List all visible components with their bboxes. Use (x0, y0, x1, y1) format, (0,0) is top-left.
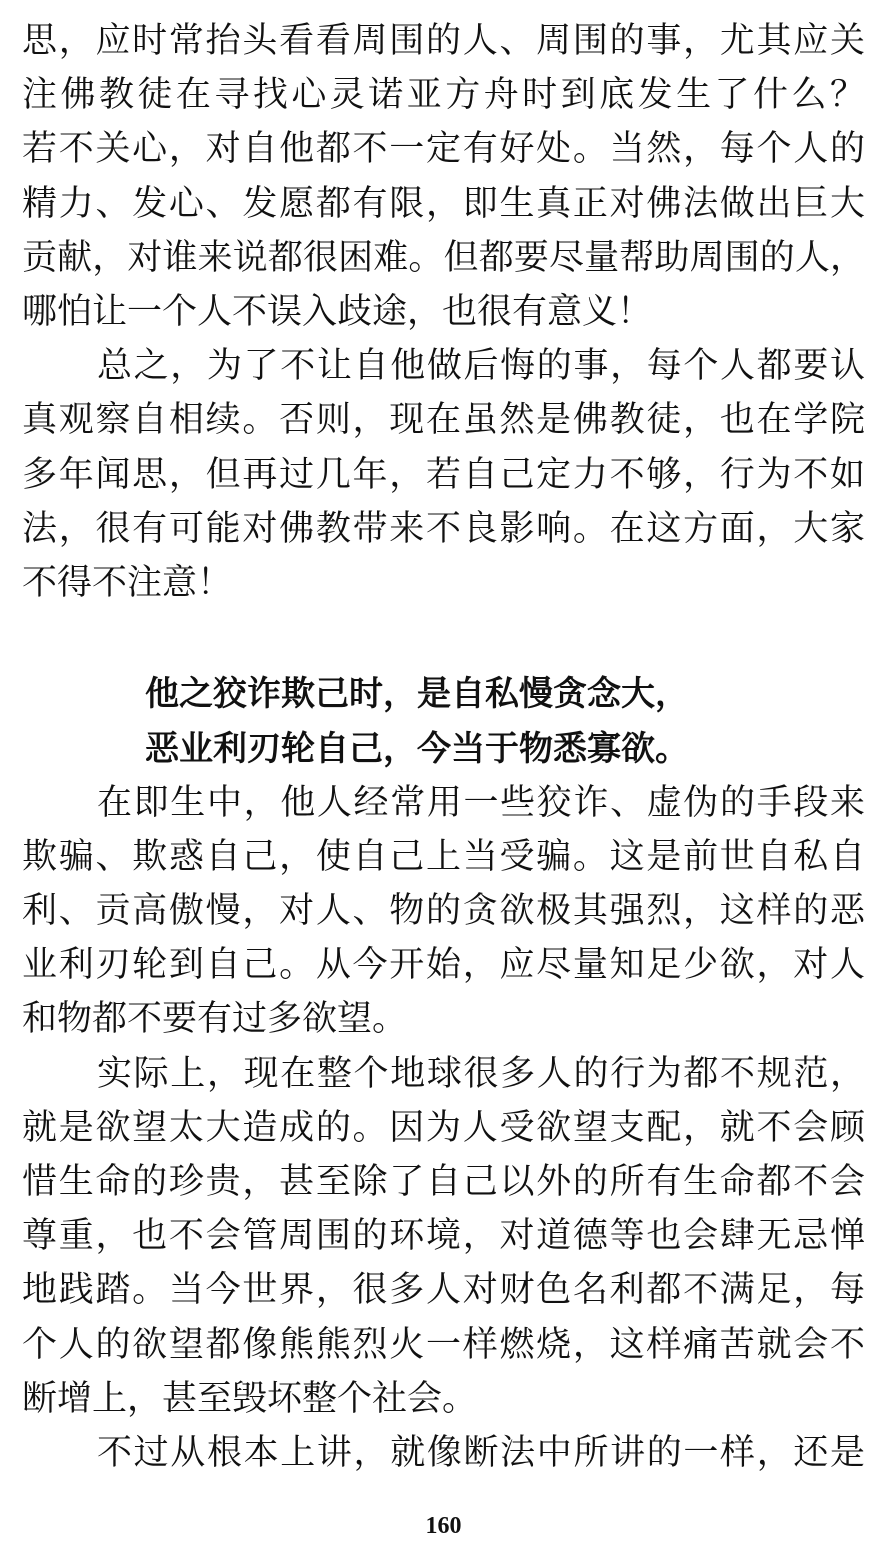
page-number: 160 (425, 1513, 462, 1539)
paragraph-1-line-4: 精力、发心、发愿都有限，即生真正对佛法做出巨大 (22, 184, 865, 224)
paragraph-1-line-6: 哪怕让一个人不误入歧途，也很有意义！ (22, 292, 653, 332)
paragraph-4-line-3: 惜生命的珍贵，甚至除了自己以外的所有生命都不会 (22, 1162, 865, 1202)
verse-heading-line-1 (0, 667, 887, 721)
verse-heading-text-1: 他之狡诈欺己时，是自私慢贪念大， (145, 674, 689, 714)
paragraph-1-line-1: 思，应时常抬头看看周围的人、周围的事，尤其应关 (22, 21, 865, 61)
paragraph-3-line-2: 欺骗、欺惑自己，使自己上当受骗。这是前世自私自 (22, 837, 865, 877)
paragraph-3-line-4: 业利刃轮到自己。从今开始，应尽量知足少欲，对人 (22, 945, 865, 985)
paragraph-4-line-1: 实际上，现在整个地球很多人的行为都不规范， (97, 1054, 865, 1094)
paragraph-3-line-3: 利、贡高傲慢，对人、物的贪欲极其强烈，这样的恶 (22, 891, 865, 931)
paragraph-2-line-2: 真观察自相续。否则，现在虽然是佛教徒，也在学院 (22, 400, 865, 440)
paragraph-4-line-5: 地践踏。当今世界，很多人对财色名利都不满足，每 (22, 1270, 865, 1310)
paragraph-4-line-6: 个人的欲望都像熊熊烈火一样燃烧，这样痛苦就会不 (22, 1325, 865, 1365)
paragraph-2-line-1: 总之，为了不让自他做后悔的事，每个人都要认 (97, 346, 865, 386)
verse-heading-text-2: 恶业利刃轮自己，今当于物悉寡欲。 (145, 729, 689, 769)
paragraph-4-line-2: 就是欲望太大造成的。因为人受欲望支配，就不会顾 (22, 1108, 865, 1148)
paragraph-2-line-3: 多年闻思，但再过几年，若自己定力不够，行为不如 (22, 455, 865, 495)
paragraph-1-line-2: 注佛教徒在寻找心灵诺亚方舟时到底发生了什么？ (22, 75, 865, 115)
verse-heading-line-2 (0, 722, 887, 776)
paragraph-2-line-5: 不得不注意！ (22, 563, 233, 603)
paragraph-3-line-5: 和物都不要有过多欲望。 (22, 999, 408, 1039)
paragraph-5-line-1: 不过从根本上讲，就像断法中所讲的一样，还是 (97, 1433, 865, 1473)
paragraph-1-line-5: 贡献，对谁来说都很困难。但都要尽量帮助周围的人， (22, 238, 865, 278)
paragraph-4-line-7: 断增上，甚至毁坏整个社会。 (22, 1379, 478, 1419)
paragraph-4-line-4: 尊重，也不会管周围的环境，对道德等也会肆无忌惮 (22, 1216, 865, 1256)
paragraph-2-line-4: 法，很有可能对佛教带来不良影响。在这方面，大家 (22, 509, 865, 549)
paragraph-1-line-3: 若不关心，对自他都不一定有好处。当然，每个人的 (22, 129, 865, 169)
paragraph-3-line-1: 在即生中，他人经常用一些狡诈、虚伪的手段来 (97, 783, 865, 823)
